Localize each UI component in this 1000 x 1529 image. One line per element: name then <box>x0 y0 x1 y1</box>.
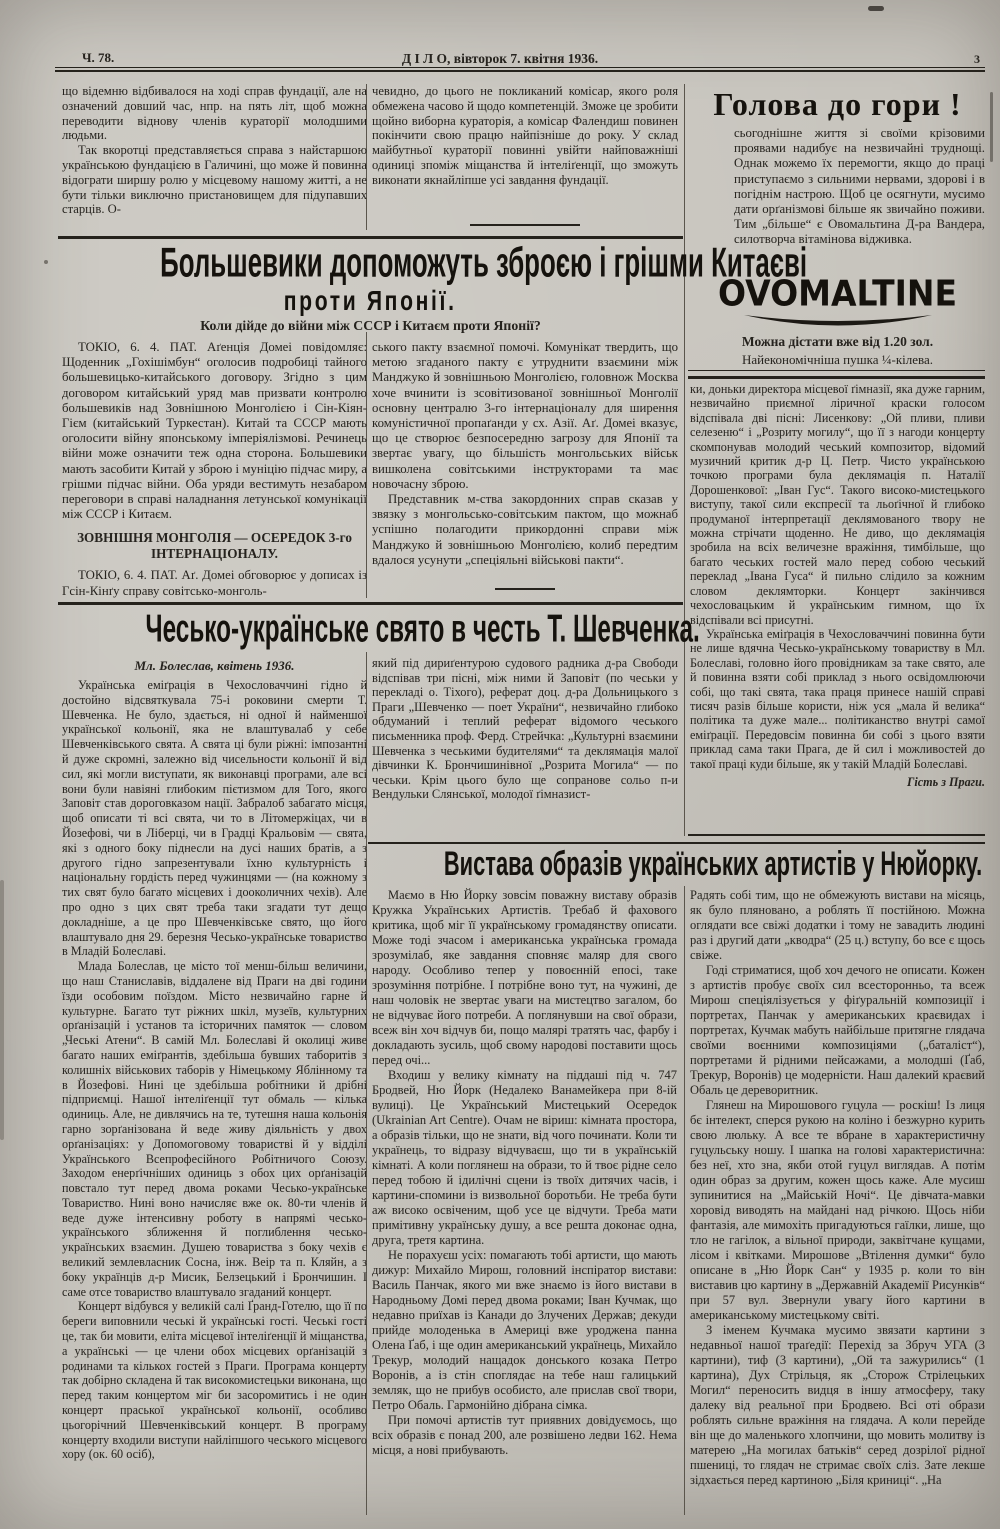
article-fundacia-col2 <box>372 84 678 188</box>
page-number: 3 <box>974 52 980 66</box>
section-rule <box>58 602 683 605</box>
section-rule-double <box>688 370 985 379</box>
headline-text: Чесько-українське свято в честь Т. Шевченка. <box>145 605 700 650</box>
issue-number: Ч. 78. <box>82 50 115 65</box>
crosshead: ЗОВНІШНЯ МОНГОЛІЯ — ОСЕРЕДОК 3-го ІНТЕРНАЦІОНАЛУ. <box>77 530 352 562</box>
paragraph: що відемню відбивалося на ході справ фундації, але на означений довший час, нпр. на пять літ, щоб можна переводити віднову членів кураторії молодшими людьми. <box>62 84 367 143</box>
ovomaltine-swoosh-icon <box>740 314 936 330</box>
headline-nyc <box>368 844 985 883</box>
paragraph: З іменем Кучмака мусимо звязати картини з недавньої нашої траґедії: Перехід за Збруч УГА (3 картини), тиф (3 картини), „Ой та зажурились“ (1 картина), Дух Стрільця, як „Сторож Стрілецьких Могил“ переносить видця в іншу атмосферу, таку далеку від реальної при Бродвею. Всі оті образи роблять сильне вражіння на глядача. А коли перейде він ще до маленького хлопчини, що мовить молитву із матерею „На могилах батьків“ серед дозрілої рідної пшениці, то глядач не стримає своїх сліз. Зате лекше зідхається перед картиною „Біля криниці“. „На <box>690 1323 985 1487</box>
paragraph: Маємо в Ню Йорку зовсім поважну виставу образів Кружка Українських Артистів. Требаб й фахового критика, щоб міг її українському громадянству описати. Може тоді зчасом і американська українська громада зрозумілаб, яке завдання сповняє маляр для свого народу. Особливо тепер у повоєнній епосі, таке зрозуміння потрібне. І потрібне воно тут, на чужині, де наш чоловік не звертає уваги на мистецтво загалом, бо не відчуває його потреби. А поглянувши на свої образи, всеж він хоч відчув би, пощо малярі тратять час, фарбу і докладають зусиль, щоб свому народові поставити щось перед очі... <box>372 888 677 1067</box>
scan-artifact <box>990 92 993 162</box>
headline-text: проти Японії. <box>284 285 457 317</box>
paragraph: ТОКІО, 6. 4. ПАТ. Аґ. Домеі обговорює у дописах із Гсін-Кінґу справу совітсько-монголь- <box>62 568 367 598</box>
paragraph: Млада Болеслав, це місто тої менш-більш величини, що наш Станиславів, віддалене від Праги на дві години їзди особовим поїздом. Місто незвичайно гарне й культурне. Багато тут ріжних шкіл, музеїв, культурних орґанізацій і установ та історичних памяток — словом „Чеські Атени“. В самій Мл. Болеславі й околиці живе багато наших еміґрантів, здебільша бувших таборитів з колишніх військових таборів у Німецькому Яблінному та в Йозефові. Нині це здебільша робітники й дрібні підприємці. Нашої інтеліґенції тут обмаль — кілька одиниць. Але, не дивлячись на те, тутешня наша кольонія гарно зорґанізована й веде живу діяльність у двох орґанізаціях: у Допомоговому товаристві й у відділі Українського Всепрофесійного Робітничого Союзу. Заходом енерґічніших одиниць з обох цих орґанізацій повстало тут перед двома роками Чесько-українське Товариство. Нині воно начисляє вже ок. 80-ти членів й веде дуже інтенсивну роботу в напрямі чесько-українського зближення й поглиблення чесько-українських взаємин. Душею товариства з боку чехів є великий землевласник Сосна, інж. Веір та п. Кляйн, а з боку українців д-р Мисик, Белзецький і Брончишин. І саме отсе товариство влаштувало згаданий концерт. <box>62 959 367 1299</box>
paragraph: сьогоднішне життя зі своїми крізовими проявами надибує на незвичайні труднощі. Однак можемо їх перемогти, якщо до праці приступаємо з сильними нервами, здорові і в погіднім настрою. Щоб це осягнути, мусимо дати орґанізмові більше як звичайно поживи. Тим „більше“ є Овомальтина Д-ра Вандера, силотворча вітамінова відживка. <box>734 126 985 247</box>
article-nyc-col1 <box>372 888 677 1458</box>
article-nyc-col2 <box>690 888 985 1488</box>
scan-artifact <box>868 6 884 11</box>
paragraph: ТОКІО, 6. 4. ПАТ. Аґенція Домеі повідомляє: Щоденник „Гохішімбун“ оголосив подробиці тайного большевицько-китайського договору. Згідно з цим договором китайський уряд мав призвати контролю большевиків над Зовнішною Монголією і Сін-Кіян-Гієм (китайський Туркестан). Китай та СССР мають оголосити війну японському імперіялізмові. Речинець війни може означити теж одна сторона. Большевики мають засобити Китай у зброю і муніцію підчас миру, а грішми підчас війни. Оба уряди вестимуть незабаром переговори в справі наладнання летунської комунікації між СССР і Китаєм. <box>62 340 367 522</box>
article-bolsheviki-col2 <box>372 340 678 568</box>
paragraph: який під дириґентурою судового радника д-ра Свободи відспівав три пісні, між ними й Заповіт (по чеськи у перекладі о. Тіхого), реферат доц. д-ра Дольницького з Праги „Шевченко — поет України“, незвичайно глибоко обдуманий і теплий реферат відомого чеського письменника проф. Ферд. Стрейчка: „Культурні взаємини Шевченка з чеськими будителями“ та деклямація малої дівчинки К. Брончишинівної „Розрита Могила“ — по чеськи. Крім цього було ще сопранове сольо п-и Вендульки Слянської, молодої ґімназист- <box>372 656 678 802</box>
scan-artifact <box>0 880 4 1140</box>
masthead: Д І Л О, вівторок 7. квітня 1936. <box>401 51 599 66</box>
ad-body <box>734 126 985 248</box>
section-rule <box>688 834 985 836</box>
paragraph: Радять собі тим, що не обмежують вистави на місяць, як було пляновано, а роблять її постійною. Можна оглядати все свіжі додатки і тому не завадить людині раз і другий дати „кводра“ (25 ц.) вступу, бо все є щось свіже. <box>690 888 985 962</box>
paragraph: Годі стриматися, щоб хоч дечого не описати. Кожен з артистів пробує своїх сил всесторонньо, та всеж Мирош спеціялізується у фіґуральній композиції і портретах, Панчак у американських краєвидах і портретах, Кучмак мабуть найбільше притягне глядача своїми воєнними композиціями („баталіст“), портретами й рідними пейсажами, а молодші (Ґаб, Трекур, Воронів) це модерністи. Наш далекий краєвий Обаль це дереворитник. <box>690 963 985 1097</box>
headline-shevchenko <box>58 605 700 650</box>
article-fundacia-col1 <box>62 84 367 217</box>
paragraph: ки, доньки директора місцевої ґімназії, яка дуже гарним, незвичайно приємної ліричної краски голосом відспівала дві пісні: Лисенкову: „Ой пливи, пливи селезеню“ і „Розриту могилу“, що її з нагоди концерту скомпонував молодий чеський композитор, відомий музичний критик д-р Ц. Петр. Чисто українською точкою програми була деклямація п. Наталії Дорошенкової: „Іван Гус“. Такого високо-мистецького виступу, такої сили експресії та льоґічної й глибоко продуманої інтерпретації деклямованого твору не можна стрічати щоденно. Не диво, що деклямація зробила на всіх величезне вражіння, тимбільше, що багато чеських гостей мало перед собою чеський переклад „Івана Гуса“ й пильно слідило за кожним словом деклямторки. Концерт закінчився чехословацьким й українським гимном, що їх відспівали всі присутні. <box>690 382 985 627</box>
paragraph: Українська еміґрація в Чехословаччині гідно й достойно відсвяткувала 75-і роковини смерти Т. Шевченка. Не було, здається, ні одної й найменшої української кольонії, яка не влаштувалаб у себе Шевченківського свята. А свята ці були ріжні: імпозантні й дуже скромні, залежно від чисельности кольонії й від сил, які могли виступати, як виконавці програми, але всі вони були навіяні глибоким пієтизмом для Того, якого Заповіт став дороговказом нації. Забралоб забагато місця, щоб описати ті всі свята, чи то в Літомержіцах, чи в Йозефові, чи в Ліберці, чи в Градці Кральовім — свята, які з одного боку піднесли на дусі наших братів, а з другого гідно запрезентували їхню культурність і національну гордість перед чужинцями — (на кожному з тих свят було багато місцевих і дооколичних чехів). Але про одно з цих свят треба таки згадати тут дещо докладніше, а це про Шевченківське свято, що його влаштувало дня 29. березня Чесько-українське товариство в Младій Болеславі. <box>62 678 367 959</box>
section-rule <box>58 236 683 239</box>
headline-bolsheviki-2 <box>58 285 683 317</box>
scan-artifact <box>44 260 48 264</box>
column-divider <box>684 84 685 836</box>
paragraph: чевидно, до цього не покликаний комісар, якого роля обмежена часово й щодо компетенцій. Зможе це зробити щойно виборна кураторія, а комісар Фалендиш повинен покінчити свою працю найпізніше до року. У склад майбутньої кураторії повинні увійти найповажніші одиниці зпоміж міщанства й інтеліґенції, що зможуть виконати якнайліпше усі завдання фундації. <box>372 84 678 187</box>
paragraph: Глянеш на Мирошового гуцула — роскіш! Із лиця бє інтелект, сперся рукою на коліно і безжурно курить свою люльку. А все те вбране в характеристичну гуцульську ношу. І шапка на голові характеристична: без неї, хто зна, якби отой гуцул виглядав. А потім один образ за другим, кожен щось каже. Але мусиш зупинитися на „Майській Ночі“. Це дівчата-мавки хоровід виводять на майдані над річкою. Щось ніби фантазія, але мимохіть пригадуються гаїлки, лише, що тло не гагілок, а вільної природи, заквітчане кущами, лісом і квітками. Мирошове „Втілення думки“ було описане в „Ню Йорк Сан“ у 1935 р. коли то він виставив цю картину в „Державній Академії Рисунків“ при 57 вул. Звернули увагу його картини в американському мистецькому світі. <box>690 1098 985 1322</box>
article-shevchenko-col1 <box>62 678 367 1462</box>
paragraph: Входиш у велику кімнату на піддаші під ч. 747 Бродвей, Ню Йорк (Недалеко Ванамейкера при 8-ій вулиці). Це Український Мистецький Осередок (Ukrainian Art Centre). Очам не віриш: кімната простора, а образів тільки, що не знати, від чого починати. Коли ти українець, то відразу відчуваєш, що ти в українській кімнаті. А коли поглянеш на образи, то й твоє рідне село перед тобою й ідилічні сцени із твоїх дитячих часів, і картини-спомини із визвольної боротьби. Не треба бути аж високо освіченим, щоб усе це відчути. Треба мати примітивну українську душу, а все решта доконає одна, друга, третя картина. <box>372 1068 677 1247</box>
paragraph: Так вкоротці представляється справа з найстаршою українською фундацією в Галичині, що може й повинна відограти ширшу ролю у місцевому нашому житті, а не бути тільки виключно пристановищем для підупавших старців. О- <box>62 143 367 217</box>
article-shevchenko-col3 <box>690 382 985 789</box>
article-bolsheviki-col1 <box>62 340 367 599</box>
article-signature: Гість з Праги. <box>906 774 985 789</box>
header-rule-thick <box>55 70 985 72</box>
subhead: Коли дійде до війни між СССР і Китаєм проти Японії? <box>200 318 541 333</box>
brand-logo: OVOMALTINE <box>717 272 958 315</box>
headline-text: Большевики допоможуть зброєю і грішми Китаєві <box>160 239 808 287</box>
headline-text: Вистава образів українських артистів у Нюйорку. <box>443 844 983 883</box>
paragraph: Українська еміґрація в Чехословаччині повинна бути не лише вдячна Чесько-українському товариству в Мл. Болеславі, головно його провідникам за таке свято, але й повинна взяти собі приклад з нього освідомлюючи собі, що такі свята, така праця принесе нашій справі тисяч разів більше користи, ніж уся „мала й велика“ політика та дуже мале... політиканство внутрі самої еміґрації. Передовсім повинна би собі з цього взяти приклад сама таки Прага, де й сил і можливостей до такої праці куди більше, як у такій Младій Болеславі. <box>690 626 985 771</box>
ad-note-2: Найекономічніша пушка ¼-кілева. <box>741 352 934 367</box>
paragraph: ського пакту взаємної помочі. Комунікат твердить, що метою згаданого пакту є утруднити взаємини між Манджуко й зовнішньою Монголією, головнож Москва хоче вчинити із зсовітизованої зовнішньої Монголії основну централю 3-го інтернаціоналу для ширення комуністичної пропаґанди у сх. Азії. Аґ. Домеі вказує, що це створює безпосередню загрозу для Японії та звертає увагу, що більшість монгольських військ вишколена совітськими інструкторами та має новочасну зброю. <box>372 340 678 491</box>
end-rule <box>470 224 580 226</box>
ad-note-1: Можна дістати вже від 1.20 зол. <box>741 334 934 349</box>
paragraph: Концерт відбувся у великій салі Ґранд-Готелю, що її по береги виповнили чеські й українські гості. Чеські гості це, так би мовити, еліта місцевої інтеліґенції й міщанства, а українські — це члени обох місцевих орґанізацій з родинами та кількох гостей з Праги. Програма концерту так добірно складена й так високомистецьки виконана, що перед таким концертом міг би засоромитись і не один концерт праської української кольонії, особливо цьогорічний Шевченківський концерт. В програму концерту входили виступи найліпшого чеського місцевого хору (ок. 60 осіб), <box>62 1299 367 1462</box>
paragraph: При помочі артистів тут приявних довідуємось, що всіх образів є понад 200, але розвішено ледви 162. Нема місця, а нові прибувають. <box>372 1413 677 1457</box>
dateline: Мл. Болеслав, квітень 1936. <box>134 658 295 673</box>
column-divider <box>684 886 685 1515</box>
headline-bolsheviki <box>58 239 808 287</box>
end-rule <box>495 588 555 590</box>
ad-headline: Голова до гори ! <box>713 86 962 122</box>
header-rule-thin <box>55 67 985 68</box>
paragraph: Не порахуєш усіх: помагають тобі артисти, що мають дижур: Михайло Мирош, головний інспіратор вистави: Василь Панчак, якого ми вже знаємо із його вистави в Народньому Домі перед двома роками; Іван Кучмак, що недавно приїхав із Канади до Злучених Держав; декуди прийде молоденька в Америці вже уроджена панна Олена Ґаб, і ще один американський українець, Михайло Трекур, молодий нащадок донського козака Петро Воронів, а із стін споглядає на тебе наш галицький земляк, що не прибув особисто, але прислав свої твори, Петро Обаль. Гармонійно дібрана сімка. <box>372 1248 677 1412</box>
paragraph: Представник м-ства закордонних справ сказав у звязку з монгольсько-совітським пактом, що можнаб успішно полагодити прикордонні справи між Манджуко й зовнішньою Монголією, колиб передтим вдалося усунути „спеціяльні військові пакти“. <box>372 492 678 567</box>
article-shevchenko-col2 <box>372 656 678 802</box>
